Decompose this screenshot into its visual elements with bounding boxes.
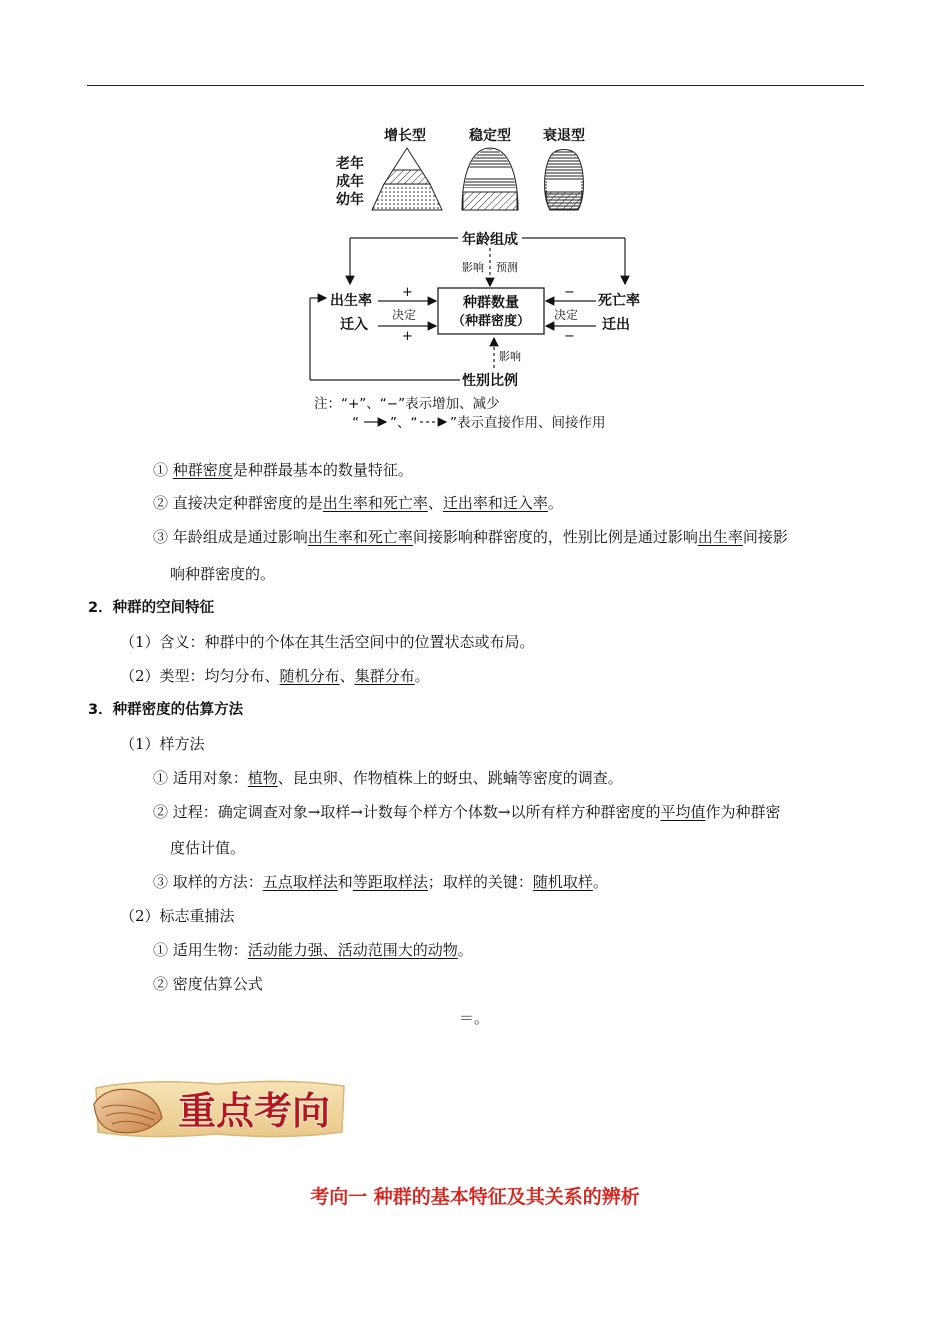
note-line1: 注：“+”、“−”表示增加、减少 [314,396,500,412]
quadrat-process: ② 过程：确定调查对象→取样→计数每个样方个体数→以所有样方种群密度的平均值作为种群密 [153,803,781,821]
plus-bottom: + [402,329,413,344]
underline-term: 种群密度 [172,461,233,479]
header-rule [87,85,864,86]
decide-left: 决定 [392,308,417,322]
stable-bell [462,148,518,210]
center-line2: （种群密度） [451,314,531,329]
type-label-stable: 稳定型 [469,128,511,144]
population-characteristics-diagram [300,118,645,433]
density-formula: ＝。 [459,1009,490,1027]
point-1: ① 种群密度是种群最基本的数量特征。 [153,461,413,479]
plus-top: + [402,285,413,300]
underline-term: 平均值 [660,803,706,821]
growth-pyramid [372,148,442,210]
density-formula-label: ② 密度估算公式 [153,975,263,993]
quadrat-sampling: ③ 取样的方法：五点取样法和等距取样法；取样的关键：随机取样。 [153,873,608,891]
spatial-meaning: （1）含义：种群中的个体在其生活空间中的位置状态或布局。 [120,633,535,651]
age-label-young: 幼年 [336,192,364,208]
type-label-growth: 增长型 [384,128,426,144]
influence-label-top: 影响 [462,261,484,274]
minus-top: − [564,285,575,300]
immigration-label: 迁入 [340,317,368,333]
key-topic-badge [86,1074,350,1144]
decide-right: 决定 [554,308,579,322]
badge-text: 重点考向 [177,1089,331,1133]
mark-recapture-object: ① 适用生物：活动能力强、活动范围大的动物。 [153,941,473,959]
death-rate-label: 死亡率 [598,293,640,309]
minus-bottom: − [564,329,575,344]
underline-term: 植物 [247,769,278,787]
underline-term: 出生率和死亡率 [322,494,428,512]
quadrat-process-continued: 度估计值。 [170,839,246,857]
note-line2-prefix: “ [352,415,359,431]
underline-term: 活动能力强、活动范围大的动物 [247,941,458,959]
section-title: 考向一 种群的基本特征及其关系的辨析 [310,1186,640,1208]
note-line2-suffix: ”表示直接作用、间接作用 [450,415,606,431]
heading-3: 3．种群密度的估算方法 [88,702,244,718]
spatial-types: （2）类型：均匀分布、随机分布、集群分布。 [120,667,430,685]
heading-2: 2．种群的空间特征 [88,600,215,616]
center-line1: 种群数量 [463,295,519,311]
point-3: ③ 年龄组成是通过影响出生率和死亡率间接影响种群密度的，性别比例是通过影响出生率间接影 [153,528,788,546]
underline-term: 等距取样法 [352,873,428,891]
underline-term: 集群分布 [354,667,415,685]
underline-term: 出生率和死亡率 [307,528,413,546]
underline-term: 迁出率和迁入率 [442,494,548,512]
influence-label-bottom: 影响 [499,350,521,363]
underline-term: 随机分布 [279,667,340,685]
quadrat-object: ① 适用对象：植物、昆虫卵、作物植株上的蚜虫、跳蝻等密度的调查。 [153,769,623,787]
emigration-label: 迁出 [602,317,630,333]
type-label-decline: 衰退型 [543,128,585,144]
underline-term: 五点取样法 [262,873,338,891]
sex-ratio-label: 性别比例 [462,373,518,389]
note-line2-sep: ”、“ [390,415,418,431]
quadrat-method: （1）样方法 [120,735,205,753]
point-3-continued: 响种群密度的。 [170,565,276,583]
age-label-adult: 成年 [336,174,364,190]
point-2: ② 直接决定种群密度的是出生率和死亡率、迁出率和迁入率。 [153,494,563,512]
age-structure-label: 年龄组成 [462,232,518,248]
mark-recapture-method: （2）标志重捕法 [120,907,235,925]
predict-label: 预测 [496,261,518,274]
underline-term: 随机取样 [532,873,593,891]
birth-rate-label: 出生率 [330,293,372,309]
decline-urn [545,150,584,211]
underline-term: 出生率 [697,528,743,546]
age-label-old: 老年 [336,156,364,172]
